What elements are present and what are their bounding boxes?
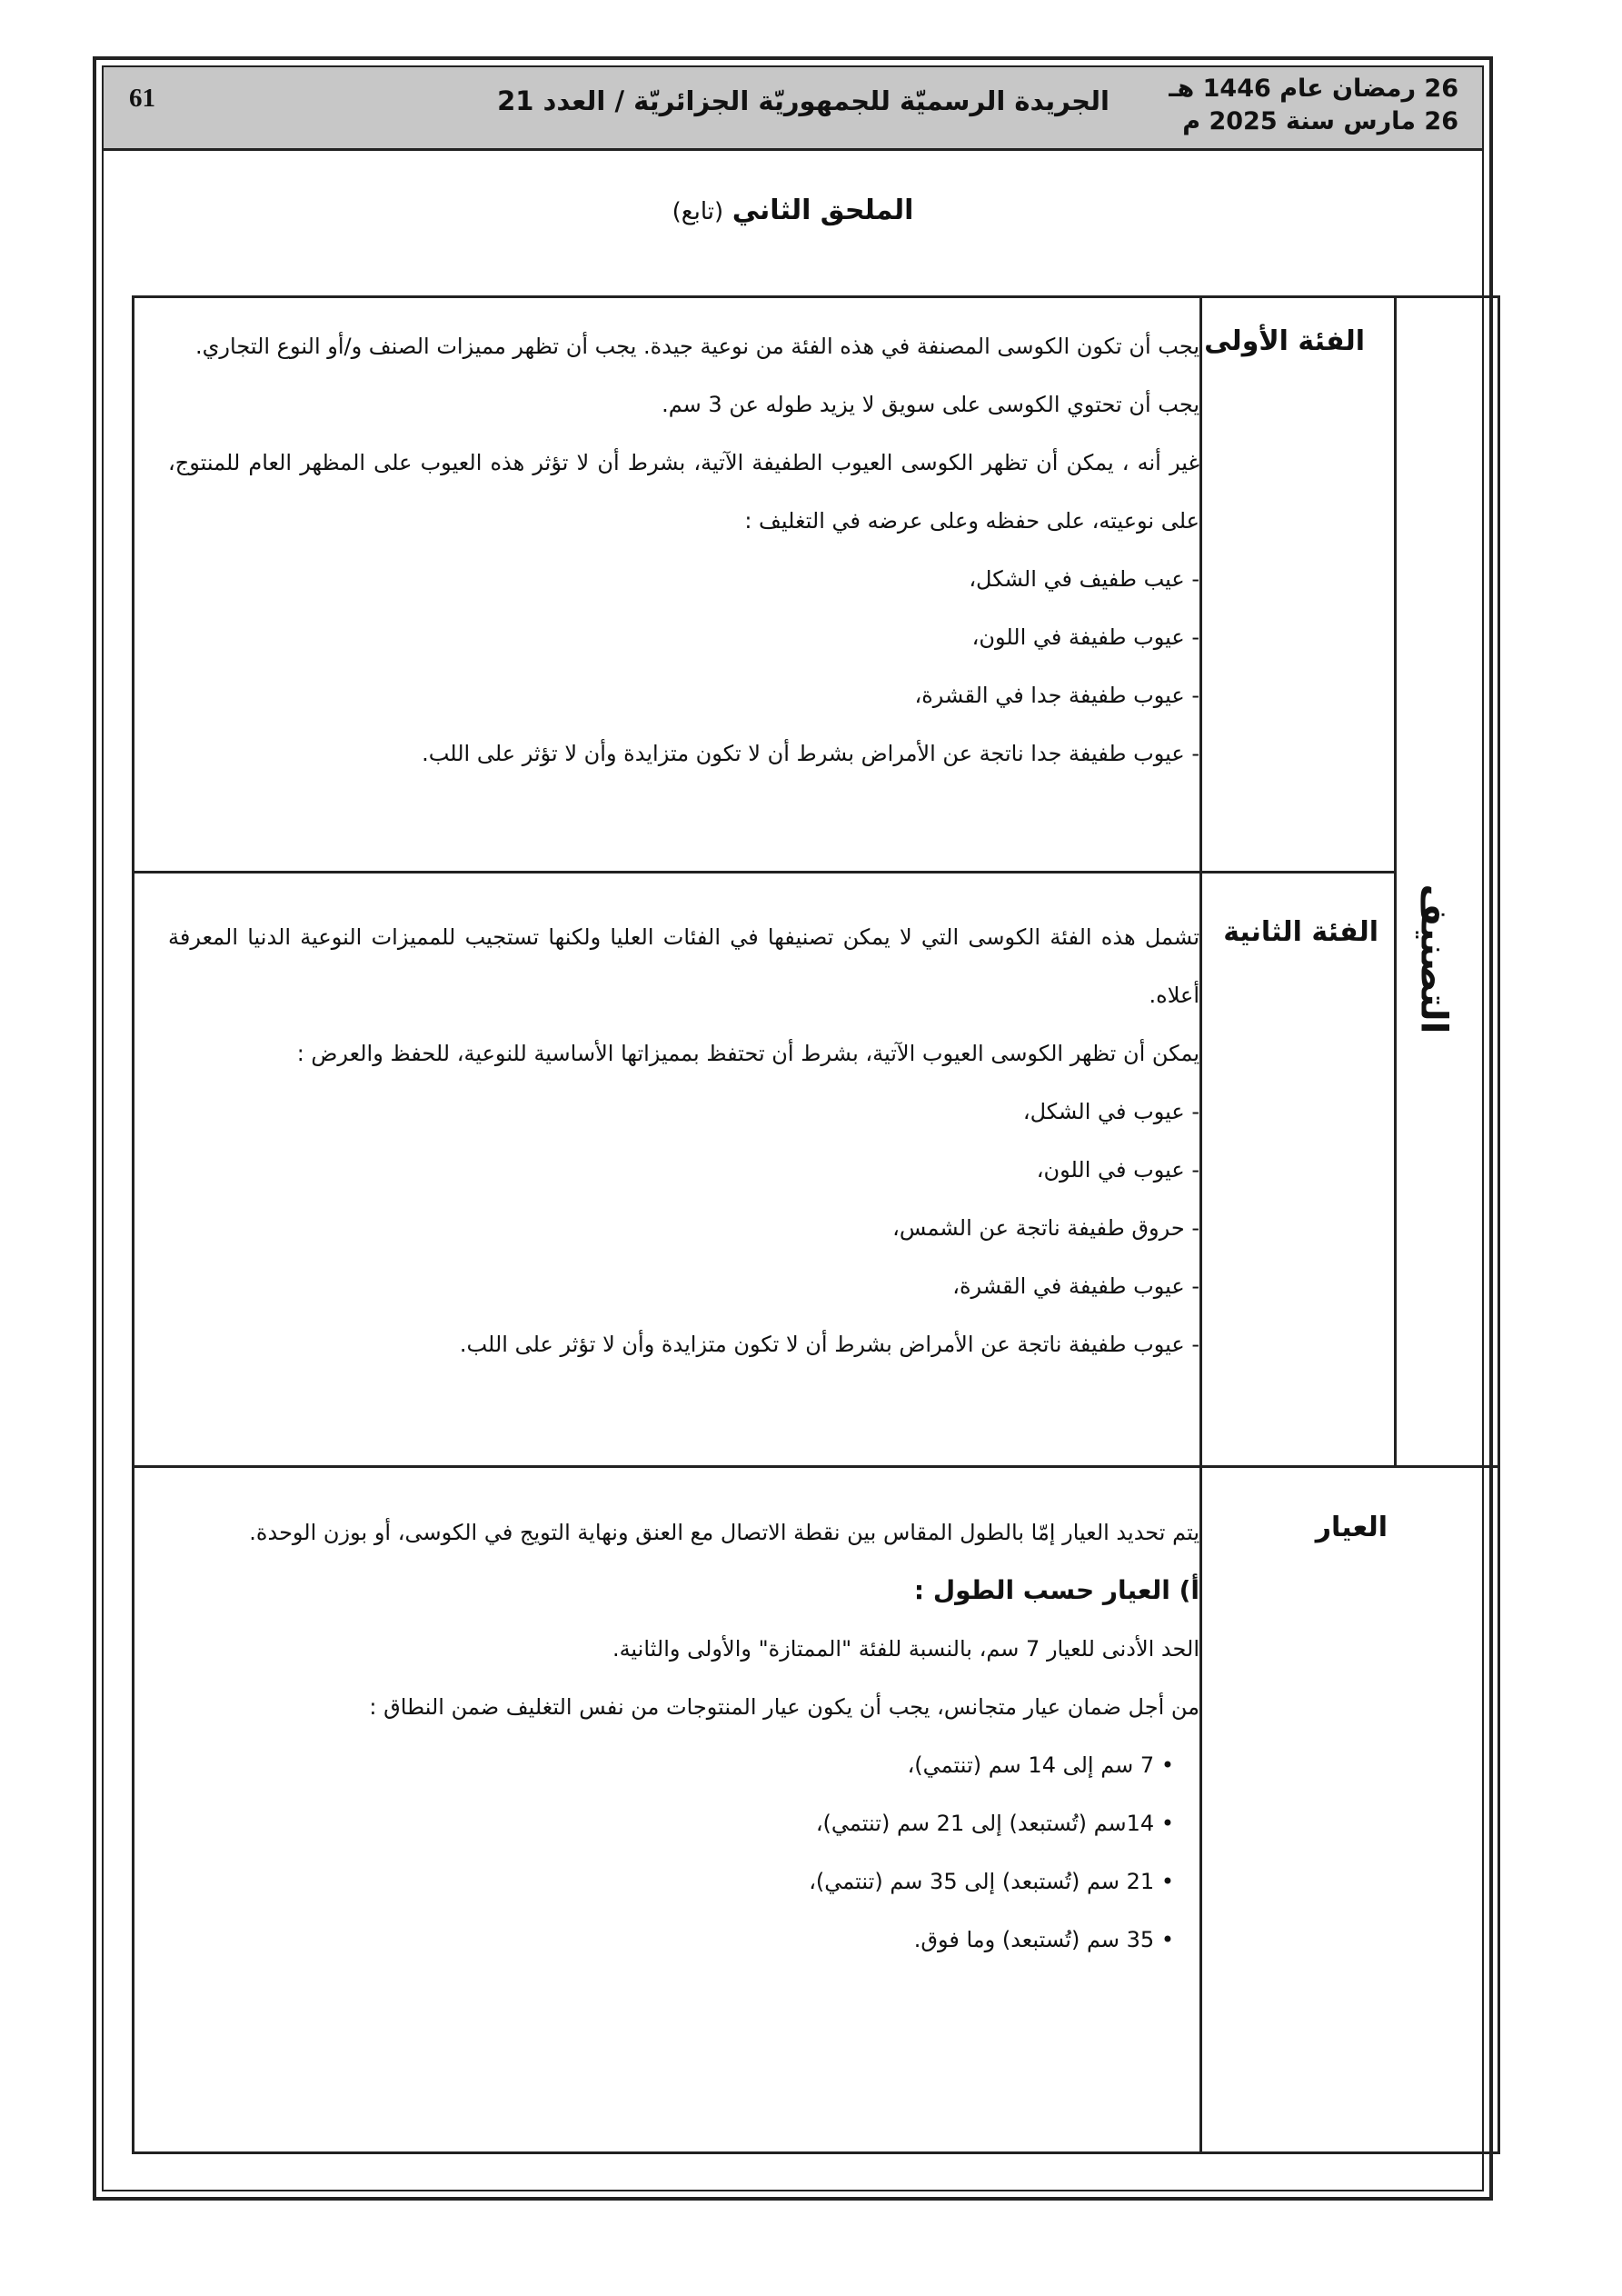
table-row-divider-2 xyxy=(132,1465,1500,1468)
sizing-range-item: • 35 سم (تُستبعد) وما فوق. xyxy=(913,1927,1174,1952)
page-number: 61 xyxy=(129,84,155,113)
table-divider-classification xyxy=(1394,295,1397,1468)
annex-title xyxy=(104,195,1482,226)
second-category-item: - عيوب في اللون، xyxy=(1036,1157,1199,1183)
sizing-homogeneity: من أجل ضمان عيار متجانس، يجب أن يكون عيار المنتوجات من نفس التغليف ضمن النطاق : xyxy=(369,1694,1199,1720)
sizing-range-item: • 21 سم (تُستبعد) إلى 35 سم (تنتمي)، xyxy=(809,1869,1174,1894)
second-category-paragraph: تشمل هذه الفئة الكوسى التي لا يمكن تصنيفها في الفئات العليا ولكنها تستجيب للمميزات النوعية الدنيا المعرفة أعلاه. xyxy=(168,924,1199,1008)
header-date-hijri: 26 رمضان عام 1446 هـ xyxy=(1169,75,1458,103)
classification-label xyxy=(1397,883,1469,1034)
second-category-paragraph: يمكن أن تظهر الكوسى العيوب الآتية، بشرط أن تحتفظ بمميزاتها الأساسية للنوعية، للحفظ والعرض : xyxy=(296,1041,1199,1066)
header-title: الجريدة الرسميّة للجمهوريّة الجزائريّة / العدد 21 xyxy=(497,85,1110,116)
first-category-item: - عيب طفيف في الشكل، xyxy=(969,566,1199,592)
first-category-paragraph: يجب أن تحتوي الكوسى على سويق لا يزيد طوله عن 3 سم. xyxy=(662,392,1199,417)
second-category-item: - عيوب طفيفة في القشرة، xyxy=(952,1273,1199,1299)
annex-title-main: الملحق الثاني xyxy=(731,195,914,226)
page-header xyxy=(104,67,1482,151)
header-date-gregorian: 26 مارس سنة 2025 م xyxy=(1182,107,1458,135)
first-category-item: - عيوب طفيفة جدا في القشرة، xyxy=(914,683,1199,708)
sizing-range-item: • 14سم (تُستبعد) إلى 21 سم (تنتمي)، xyxy=(815,1811,1174,1836)
sizing-range-item: • 7 سم إلى 14 سم (تنتمي)، xyxy=(907,1752,1174,1778)
classification-label-text: التصنيف xyxy=(1411,883,1454,1034)
second-category-item: - عيوب في الشكل، xyxy=(1022,1099,1199,1124)
first-category-content xyxy=(168,317,1199,783)
first-category-paragraph: يجب أن تكون الكوسى المصنفة في هذه الفئة من نوعية جيدة. يجب أن تظهر مميزات الصنف و/أو النوع التجاري. xyxy=(195,334,1199,359)
second-category-content xyxy=(168,908,1199,1373)
second-category-item: - عيوب طفيفة ناتجة عن الأمراض بشرط أن لا تكون متزايدة وأن لا تؤثر على اللب. xyxy=(459,1332,1199,1357)
table-row-divider-1 xyxy=(132,871,1397,873)
first-category-item: - عيوب طفيفة جدا ناتجة عن الأمراض بشرط أن لا تكون متزايدة وأن لا تؤثر على اللب. xyxy=(422,741,1199,766)
table-border-left xyxy=(132,295,134,2154)
first-category-label: الفئة الأولى xyxy=(1204,325,1365,357)
sizing-intro: يتم تحديد العيار إمّا بالطول المقاس بين نقطة الاتصال مع العنق ونهاية التويج في الكوسى، أو بوزن الوحدة. xyxy=(249,1520,1199,1545)
table-border-top xyxy=(132,295,1500,298)
first-category-item: - عيوب طفيفة في اللون، xyxy=(971,624,1199,650)
sizing-subhead: أ) العيار حسب الطول : xyxy=(913,1575,1199,1605)
header-date xyxy=(1169,73,1458,138)
sizing-content xyxy=(168,1503,1199,1969)
table-border-right xyxy=(1498,295,1500,2154)
annex-title-sub: (تابع) xyxy=(672,198,724,225)
sizing-label: العيار xyxy=(1315,1512,1388,1543)
sizing-min-size: الحد الأدنى للعيار 7 سم، بالنسبة للفئة "الممتازة" والأولى والثانية. xyxy=(612,1636,1199,1662)
first-category-paragraph: غير أنه ، يمكن أن تظهر الكوسى العيوب الطفيفة الآتية، بشرط أن لا تؤثر هذه العيوب على المظهر العام للمنتوج، على نوعيته، على حفظه وعلى عرضه في التغليف : xyxy=(168,450,1199,534)
table-divider-content xyxy=(1199,295,1202,2154)
second-category-item: - حروق طفيفة ناتجة عن الشمس، xyxy=(892,1215,1199,1241)
table-border-bottom xyxy=(132,2151,1500,2154)
second-category-label: الفئة الثانية xyxy=(1223,916,1378,948)
